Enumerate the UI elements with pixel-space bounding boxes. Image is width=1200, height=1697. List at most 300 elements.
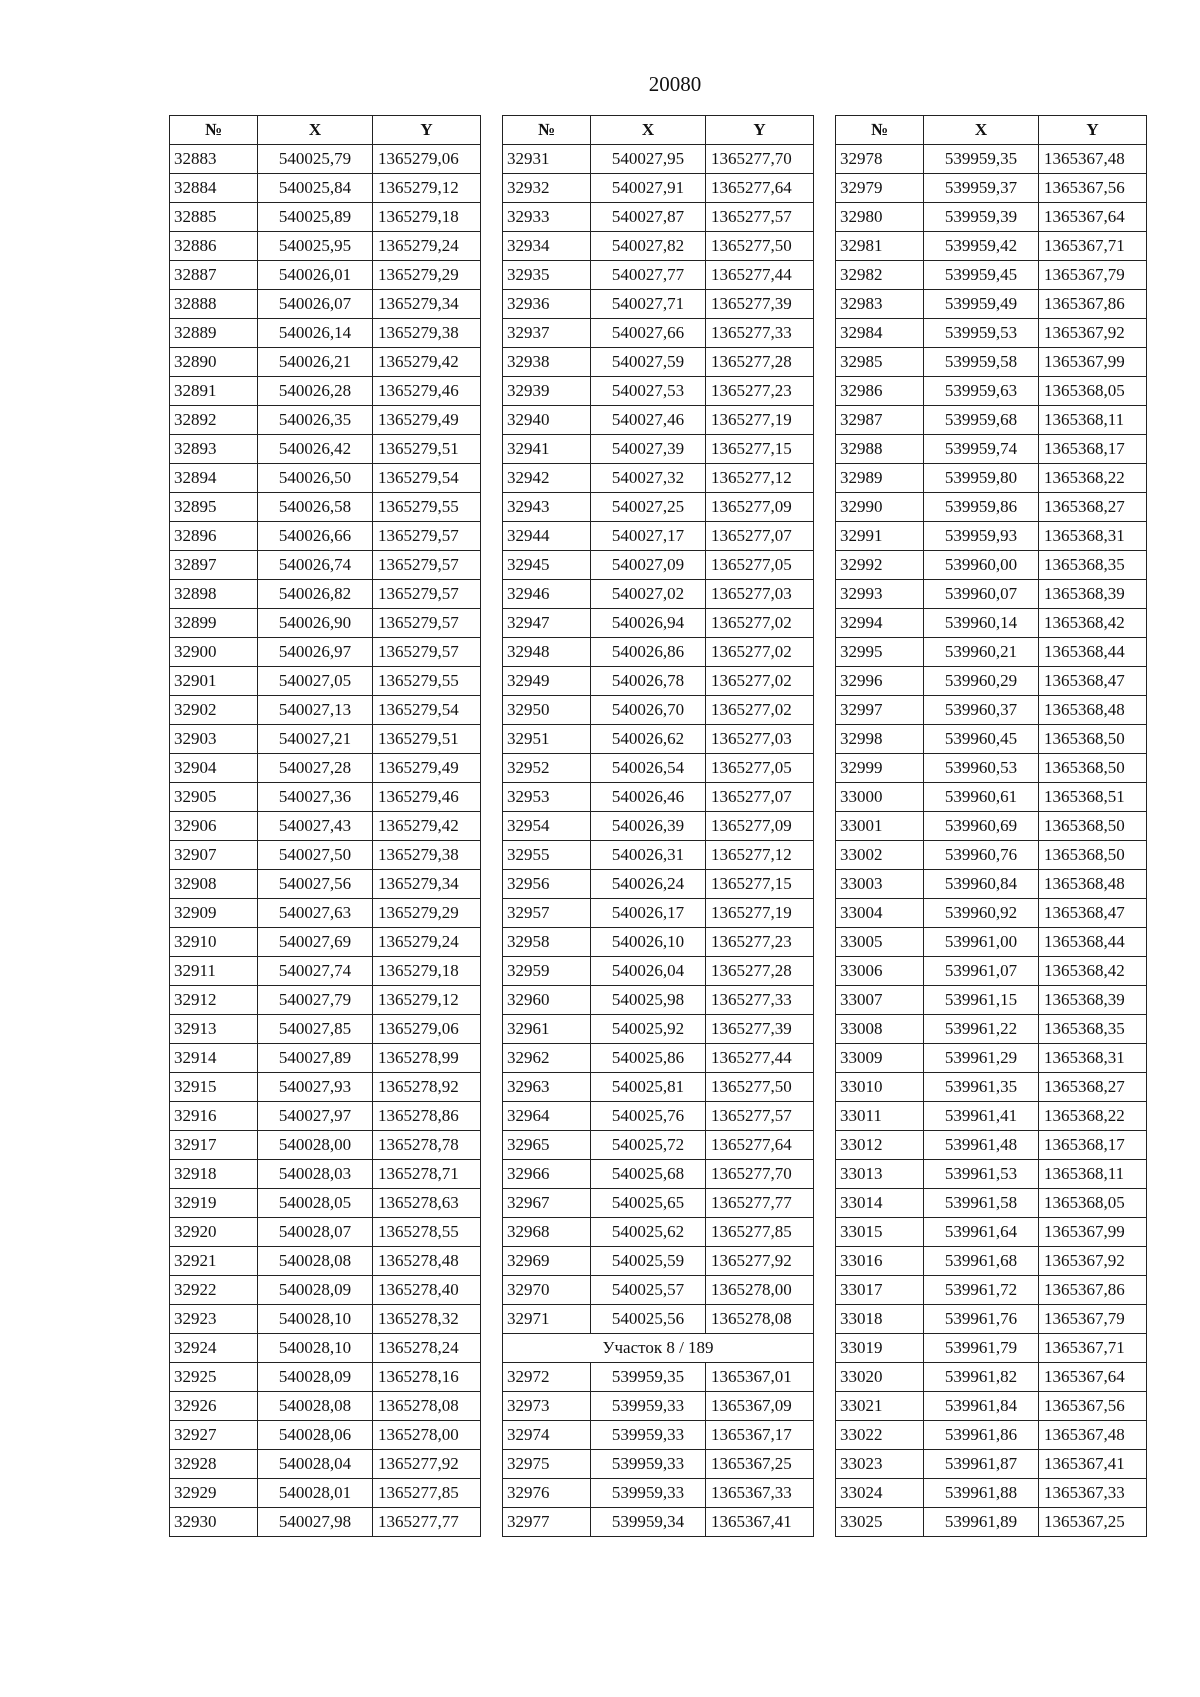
point-number-cell: 32908 [170,870,258,899]
point-number-cell: 32945 [503,551,591,580]
x-coordinate-cell: 540027,46 [591,406,706,435]
x-coordinate-cell: 540026,28 [258,377,373,406]
table-row [170,377,481,406]
point-number-cell: 32907 [170,841,258,870]
table-row [170,580,481,609]
x-coordinate-cell: 539960,07 [924,580,1039,609]
table-row [836,1508,1147,1537]
point-number-cell: 32890 [170,348,258,377]
y-coordinate-cell: 1365279,12 [373,986,481,1015]
point-number-cell: 32883 [170,145,258,174]
table-row [836,522,1147,551]
x-coordinate-cell: 540027,13 [258,696,373,725]
table-row [170,1102,481,1131]
table-row [503,957,814,986]
point-number-cell: 32923 [170,1305,258,1334]
point-number-cell: 32981 [836,232,924,261]
table-row [170,899,481,928]
y-coordinate-cell: 1365277,19 [706,899,814,928]
table-row [503,928,814,957]
table-row [836,986,1147,1015]
point-number-cell: 32904 [170,754,258,783]
table-row [836,1421,1147,1450]
x-coordinate-cell: 539960,21 [924,638,1039,667]
x-coordinate-cell: 539960,76 [924,841,1039,870]
point-number-cell: 32992 [836,551,924,580]
x-coordinate-cell: 540026,86 [591,638,706,667]
point-number-cell: 32971 [503,1305,591,1334]
point-number-cell: 32982 [836,261,924,290]
point-number-cell: 32943 [503,493,591,522]
table-row [836,1305,1147,1334]
point-number-cell: 32888 [170,290,258,319]
y-coordinate-cell: 1365368,17 [1039,435,1147,464]
table-row [170,696,481,725]
point-number-cell: 33004 [836,899,924,928]
point-number-cell: 32896 [170,522,258,551]
x-coordinate-cell: 539960,61 [924,783,1039,812]
y-coordinate-cell: 1365277,12 [706,464,814,493]
y-coordinate-cell: 1365278,55 [373,1218,481,1247]
table-row [503,522,814,551]
table-row [170,1189,481,1218]
table-row [503,812,814,841]
table-row [503,435,814,464]
point-number-cell: 32948 [503,638,591,667]
table-row [170,1392,481,1421]
point-number-cell: 33016 [836,1247,924,1276]
table-row [170,1160,481,1189]
point-number-cell: 32970 [503,1276,591,1305]
point-number-cell: 32955 [503,841,591,870]
y-coordinate-cell: 1365277,15 [706,870,814,899]
x-coordinate-cell: 539961,82 [924,1363,1039,1392]
x-coordinate-cell: 540027,71 [591,290,706,319]
y-coordinate-cell: 1365277,02 [706,667,814,696]
y-coordinate-cell: 1365277,23 [706,377,814,406]
y-coordinate-cell: 1365277,44 [706,261,814,290]
y-coordinate-cell: 1365277,57 [706,1102,814,1131]
table-row [836,1392,1147,1421]
table-row [836,1218,1147,1247]
point-number-cell: 32991 [836,522,924,551]
x-coordinate-cell: 539959,33 [591,1479,706,1508]
point-number-cell: 32999 [836,754,924,783]
point-number-cell: 33019 [836,1334,924,1363]
table-row [170,174,481,203]
point-number-cell: 32950 [503,696,591,725]
table-row [836,377,1147,406]
x-coordinate-cell: 539959,45 [924,261,1039,290]
y-coordinate-cell: 1365277,77 [373,1508,481,1537]
table-row [836,899,1147,928]
y-coordinate-cell: 1365368,42 [1039,957,1147,986]
point-number-cell: 32919 [170,1189,258,1218]
x-coordinate-cell: 540025,57 [591,1276,706,1305]
x-coordinate-cell: 540025,72 [591,1131,706,1160]
y-coordinate-cell: 1365367,64 [1039,1363,1147,1392]
y-coordinate-cell: 1365279,49 [373,754,481,783]
y-coordinate-cell: 1365368,11 [1039,406,1147,435]
point-number-cell: 33010 [836,1073,924,1102]
header-x: X [258,116,373,145]
y-coordinate-cell: 1365367,41 [1039,1450,1147,1479]
x-coordinate-cell: 539959,33 [591,1450,706,1479]
y-coordinate-cell: 1365368,48 [1039,870,1147,899]
table-row [503,1044,814,1073]
x-coordinate-cell: 540027,17 [591,522,706,551]
y-coordinate-cell: 1365367,92 [1039,1247,1147,1276]
table-row [836,1276,1147,1305]
x-coordinate-cell: 540027,95 [591,145,706,174]
table-row [170,522,481,551]
table-body [836,145,1147,1537]
point-number-cell: 32884 [170,174,258,203]
point-number-cell: 32938 [503,348,591,377]
y-coordinate-cell: 1365277,03 [706,580,814,609]
y-coordinate-cell: 1365279,57 [373,551,481,580]
x-coordinate-cell: 539959,35 [591,1363,706,1392]
x-coordinate-cell: 540026,54 [591,754,706,783]
x-coordinate-cell: 540026,46 [591,783,706,812]
x-coordinate-cell: 539961,88 [924,1479,1039,1508]
x-coordinate-cell: 540028,09 [258,1276,373,1305]
y-coordinate-cell: 1365279,54 [373,464,481,493]
table-row [170,145,481,174]
point-number-cell: 33023 [836,1450,924,1479]
table-row [836,493,1147,522]
y-coordinate-cell: 1365279,46 [373,377,481,406]
table-row [503,638,814,667]
table-row [836,1102,1147,1131]
y-coordinate-cell: 1365367,17 [706,1421,814,1450]
y-coordinate-cell: 1365277,02 [706,696,814,725]
y-coordinate-cell: 1365368,17 [1039,1131,1147,1160]
y-coordinate-cell: 1365278,99 [373,1044,481,1073]
table-row [503,725,814,754]
point-number-cell: 32959 [503,957,591,986]
x-coordinate-cell: 540027,63 [258,899,373,928]
point-number-cell: 33006 [836,957,924,986]
x-coordinate-cell: 540026,58 [258,493,373,522]
point-number-cell: 32966 [503,1160,591,1189]
table-row [170,464,481,493]
y-coordinate-cell: 1365367,71 [1039,1334,1147,1363]
table-row [836,348,1147,377]
table-row [836,1479,1147,1508]
x-coordinate-cell: 539959,35 [924,145,1039,174]
x-coordinate-cell: 540027,85 [258,1015,373,1044]
table-row [170,1218,481,1247]
table-row [503,145,814,174]
point-number-cell: 32927 [170,1421,258,1450]
table-row [503,1160,814,1189]
table-row [170,348,481,377]
point-number-cell: 33008 [836,1015,924,1044]
coordinates-table-3 [835,115,1147,1537]
x-coordinate-cell: 540027,05 [258,667,373,696]
table-row [503,174,814,203]
header-y: Y [706,116,814,145]
x-coordinate-cell: 540027,36 [258,783,373,812]
table-row [836,319,1147,348]
table-row [836,957,1147,986]
x-coordinate-cell: 539961,86 [924,1421,1039,1450]
table-row [503,493,814,522]
y-coordinate-cell: 1365278,92 [373,1073,481,1102]
table-row [170,754,481,783]
y-coordinate-cell: 1365277,77 [706,1189,814,1218]
point-number-cell: 32941 [503,435,591,464]
y-coordinate-cell: 1365368,39 [1039,986,1147,1015]
table-row [836,1334,1147,1363]
x-coordinate-cell: 540025,92 [591,1015,706,1044]
point-number-cell: 32939 [503,377,591,406]
x-coordinate-cell: 539959,34 [591,1508,706,1537]
y-coordinate-cell: 1365368,44 [1039,638,1147,667]
point-number-cell: 32940 [503,406,591,435]
point-number-cell: 32969 [503,1247,591,1276]
x-coordinate-cell: 539961,72 [924,1276,1039,1305]
point-number-cell: 32889 [170,319,258,348]
point-number-cell: 33021 [836,1392,924,1421]
x-coordinate-cell: 540026,04 [591,957,706,986]
x-coordinate-cell: 540025,89 [258,203,373,232]
point-number-cell: 32906 [170,812,258,841]
point-number-cell: 32952 [503,754,591,783]
table-row [503,406,814,435]
header-x: X [924,116,1039,145]
table-row [836,1044,1147,1073]
x-coordinate-cell: 539960,92 [924,899,1039,928]
x-coordinate-cell: 540028,04 [258,1450,373,1479]
point-number-cell: 32989 [836,464,924,493]
y-coordinate-cell: 1365367,79 [1039,1305,1147,1334]
table-row [836,812,1147,841]
x-coordinate-cell: 539961,89 [924,1508,1039,1537]
x-coordinate-cell: 540026,31 [591,841,706,870]
x-coordinate-cell: 539959,63 [924,377,1039,406]
table-row [503,1421,814,1450]
point-number-cell: 32998 [836,725,924,754]
x-coordinate-cell: 539961,35 [924,1073,1039,1102]
table-row [836,928,1147,957]
y-coordinate-cell: 1365279,57 [373,522,481,551]
table-row [170,870,481,899]
point-number-cell: 32892 [170,406,258,435]
y-coordinate-cell: 1365368,48 [1039,696,1147,725]
x-coordinate-cell: 539961,15 [924,986,1039,1015]
table-row [170,1334,481,1363]
table-row [503,580,814,609]
x-coordinate-cell: 539961,22 [924,1015,1039,1044]
x-coordinate-cell: 540025,65 [591,1189,706,1218]
table-row [836,1015,1147,1044]
table-row [836,580,1147,609]
table-row [503,1508,814,1537]
y-coordinate-cell: 1365277,64 [706,174,814,203]
y-coordinate-cell: 1365368,05 [1039,377,1147,406]
y-coordinate-cell: 1365277,85 [706,1218,814,1247]
point-number-cell: 33009 [836,1044,924,1073]
table-row [503,754,814,783]
point-number-cell: 32968 [503,1218,591,1247]
y-coordinate-cell: 1365277,92 [373,1450,481,1479]
table-row [170,319,481,348]
coordinates-table-2 [502,115,814,1537]
x-coordinate-cell: 539961,68 [924,1247,1039,1276]
table-row [170,725,481,754]
table-row [836,145,1147,174]
x-coordinate-cell: 540026,82 [258,580,373,609]
x-coordinate-cell: 540025,79 [258,145,373,174]
table-row [503,1073,814,1102]
x-coordinate-cell: 540027,21 [258,725,373,754]
y-coordinate-cell: 1365279,46 [373,783,481,812]
y-coordinate-cell: 1365277,02 [706,609,814,638]
x-coordinate-cell: 540027,43 [258,812,373,841]
y-coordinate-cell: 1365367,56 [1039,1392,1147,1421]
y-coordinate-cell: 1365368,50 [1039,754,1147,783]
y-coordinate-cell: 1365279,55 [373,493,481,522]
y-coordinate-cell: 1365277,07 [706,522,814,551]
y-coordinate-cell: 1365277,33 [706,319,814,348]
y-coordinate-cell: 1365367,71 [1039,232,1147,261]
x-coordinate-cell: 540026,78 [591,667,706,696]
point-number-cell: 32957 [503,899,591,928]
point-number-cell: 32944 [503,522,591,551]
y-coordinate-cell: 1365368,22 [1039,1102,1147,1131]
point-number-cell: 32964 [503,1102,591,1131]
x-coordinate-cell: 540028,00 [258,1131,373,1160]
x-coordinate-cell: 539960,37 [924,696,1039,725]
point-number-cell: 32893 [170,435,258,464]
point-number-cell: 32930 [170,1508,258,1537]
x-coordinate-cell: 540027,28 [258,754,373,783]
x-coordinate-cell: 540027,25 [591,493,706,522]
table-row [170,928,481,957]
table-row [170,638,481,667]
section-label: Участок 8 / 189 [503,1334,814,1363]
table-row [503,1479,814,1508]
table-row [503,203,814,232]
x-coordinate-cell: 540027,02 [591,580,706,609]
y-coordinate-cell: 1365368,50 [1039,725,1147,754]
point-number-cell: 32887 [170,261,258,290]
y-coordinate-cell: 1365278,32 [373,1305,481,1334]
y-coordinate-cell: 1365367,09 [706,1392,814,1421]
point-number-cell: 32990 [836,493,924,522]
point-number-cell: 32985 [836,348,924,377]
x-coordinate-cell: 540027,79 [258,986,373,1015]
point-number-cell: 32978 [836,145,924,174]
y-coordinate-cell: 1365277,50 [706,1073,814,1102]
point-number-cell: 32916 [170,1102,258,1131]
table-row [170,986,481,1015]
x-coordinate-cell: 539959,37 [924,174,1039,203]
x-coordinate-cell: 539960,29 [924,667,1039,696]
point-number-cell: 32912 [170,986,258,1015]
table-row [503,1450,814,1479]
x-coordinate-cell: 539961,87 [924,1450,1039,1479]
x-coordinate-cell: 539960,00 [924,551,1039,580]
table-row [503,1218,814,1247]
y-coordinate-cell: 1365368,35 [1039,551,1147,580]
point-number-cell: 33011 [836,1102,924,1131]
y-coordinate-cell: 1365368,50 [1039,841,1147,870]
y-coordinate-cell: 1365277,12 [706,841,814,870]
y-coordinate-cell: 1365367,86 [1039,1276,1147,1305]
table-row [836,870,1147,899]
y-coordinate-cell: 1365367,01 [706,1363,814,1392]
point-number-cell: 32980 [836,203,924,232]
x-coordinate-cell: 540028,05 [258,1189,373,1218]
y-coordinate-cell: 1365279,18 [373,203,481,232]
table-row [503,377,814,406]
y-coordinate-cell: 1365368,51 [1039,783,1147,812]
point-number-cell: 32961 [503,1015,591,1044]
point-number-cell: 32942 [503,464,591,493]
table-row [836,406,1147,435]
x-coordinate-cell: 540025,56 [591,1305,706,1334]
y-coordinate-cell: 1365368,05 [1039,1189,1147,1218]
point-number-cell: 33018 [836,1305,924,1334]
y-coordinate-cell: 1365279,38 [373,841,481,870]
point-number-cell: 33002 [836,841,924,870]
y-coordinate-cell: 1365277,50 [706,232,814,261]
y-coordinate-cell: 1365367,33 [706,1479,814,1508]
y-coordinate-cell: 1365277,33 [706,986,814,1015]
table-row [503,290,814,319]
y-coordinate-cell: 1365277,57 [706,203,814,232]
point-number-cell: 32885 [170,203,258,232]
x-coordinate-cell: 539960,45 [924,725,1039,754]
x-coordinate-cell: 539960,84 [924,870,1039,899]
table-row [503,1276,814,1305]
y-coordinate-cell: 1365277,09 [706,812,814,841]
table-row [170,551,481,580]
point-number-cell: 32983 [836,290,924,319]
point-number-cell: 32917 [170,1131,258,1160]
point-number-cell: 32974 [503,1421,591,1450]
point-number-cell: 32931 [503,145,591,174]
y-coordinate-cell: 1365367,99 [1039,1218,1147,1247]
y-coordinate-cell: 1365368,27 [1039,1073,1147,1102]
x-coordinate-cell: 540027,69 [258,928,373,957]
table-row [503,783,814,812]
table-row [836,232,1147,261]
y-coordinate-cell: 1365367,92 [1039,319,1147,348]
point-number-cell: 32965 [503,1131,591,1160]
point-number-cell: 32947 [503,609,591,638]
header-number: № [503,116,591,145]
table-row [170,406,481,435]
table-row [503,1102,814,1131]
table-row [170,1247,481,1276]
y-coordinate-cell: 1365279,51 [373,725,481,754]
header-number: № [170,116,258,145]
y-coordinate-cell: 1365279,42 [373,812,481,841]
y-coordinate-cell: 1365278,78 [373,1131,481,1160]
point-number-cell: 33025 [836,1508,924,1537]
table-row [836,290,1147,319]
x-coordinate-cell: 540027,32 [591,464,706,493]
y-coordinate-cell: 1365368,11 [1039,1160,1147,1189]
point-number-cell: 32960 [503,986,591,1015]
y-coordinate-cell: 1365368,47 [1039,899,1147,928]
point-number-cell: 32895 [170,493,258,522]
y-coordinate-cell: 1365278,00 [373,1421,481,1450]
